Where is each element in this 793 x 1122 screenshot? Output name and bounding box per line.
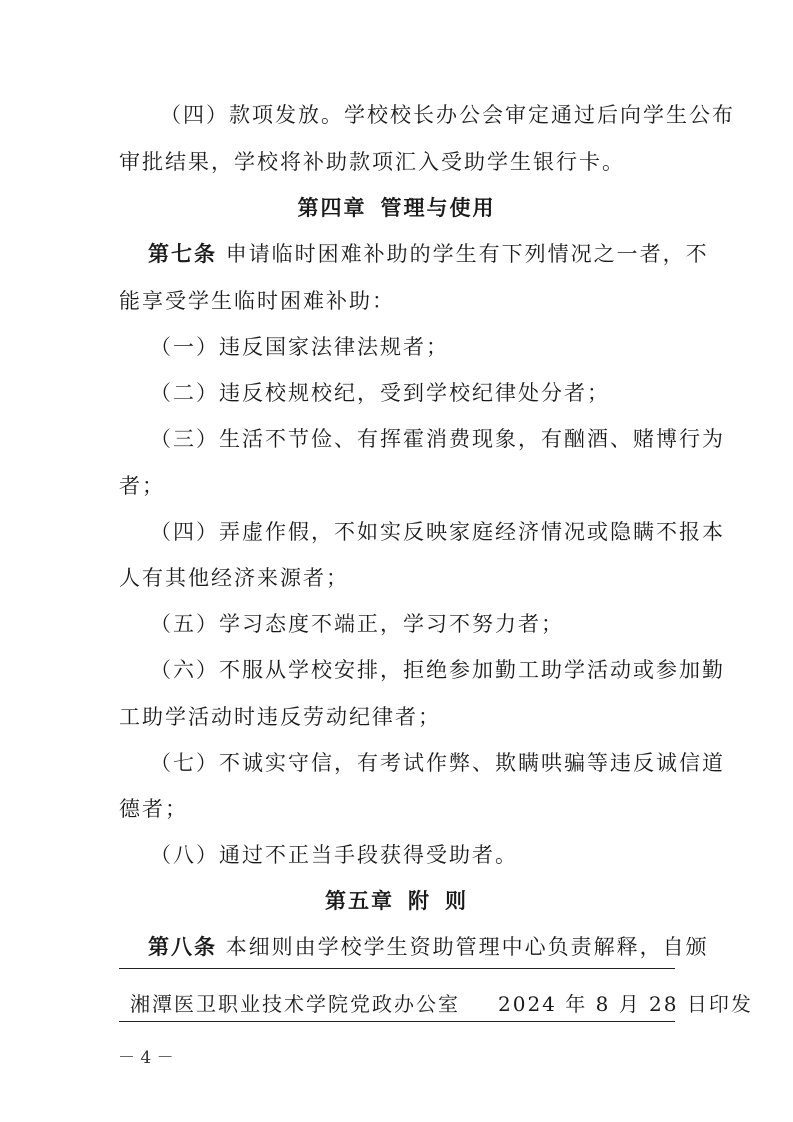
paragraph-line: 能享受学生临时困难补助： xyxy=(119,289,395,313)
footer-issuer-line xyxy=(130,988,753,1017)
issuer: 湘潭医卫职业技术学院党政办公室 xyxy=(130,992,460,1016)
page-number: － 4 － xyxy=(118,1048,174,1068)
article-number: 第八条 xyxy=(148,935,217,959)
issue-date: 2024 年 8 月 28 日印发 xyxy=(498,992,753,1016)
list-item: （八）通过不正当手段获得受助者。 xyxy=(150,843,518,867)
chapter-heading xyxy=(0,891,793,912)
chapter-number: 第五章 xyxy=(325,889,394,913)
list-item-continuation: 德者； xyxy=(119,797,188,821)
paragraph-line: 审批结果，学校将补助款项汇入受助学生银行卡。 xyxy=(119,150,625,174)
list-item: （五）学习态度不端正，学习不努力者； xyxy=(150,612,564,636)
article-text: 本细则由学校学生资助管理中心负责解释，自颁 xyxy=(225,935,709,959)
list-item: （二）违反校规校纪，受到学校纪律处分者； xyxy=(150,381,610,405)
article-line xyxy=(148,937,709,958)
chapter-title-part: 附 xyxy=(408,889,431,913)
list-item-continuation: 人有其他经济来源者； xyxy=(119,566,349,590)
list-item: （七）不诚实守信，有考试作弊、欺瞒哄骗等违反诚信道 xyxy=(150,751,725,775)
list-item-continuation: 工助学活动时违反劳动纪律者； xyxy=(119,705,441,729)
list-item-continuation: 者； xyxy=(119,474,165,498)
article-line xyxy=(148,244,709,265)
article-number: 第七条 xyxy=(148,242,217,266)
list-item: （四）弄虚作假，不如实反映家庭经济情况或隐瞒不报本 xyxy=(150,520,725,544)
footer-rule-top xyxy=(119,968,675,969)
chapter-title: 管理与使用 xyxy=(380,196,496,220)
list-item: （三）生活不节俭、有挥霍消费现象，有酗酒、赌博行为 xyxy=(150,427,725,451)
chapter-heading xyxy=(0,198,793,219)
list-item: （一）违反国家法律法规者； xyxy=(150,335,449,359)
chapter-title-part: 则 xyxy=(445,889,468,913)
list-item: （六）不服从学校安排，拒绝参加勤工助学活动或参加勤 xyxy=(150,658,725,682)
article-text: 申请临时困难补助的学生有下列情况之一者，不 xyxy=(225,242,709,266)
chapter-number: 第四章 xyxy=(297,196,367,220)
paragraph-line: （四）款项发放。学校校长办公会审定通过后向学生公布 xyxy=(160,103,735,127)
footer-rule-bottom xyxy=(119,1021,675,1022)
